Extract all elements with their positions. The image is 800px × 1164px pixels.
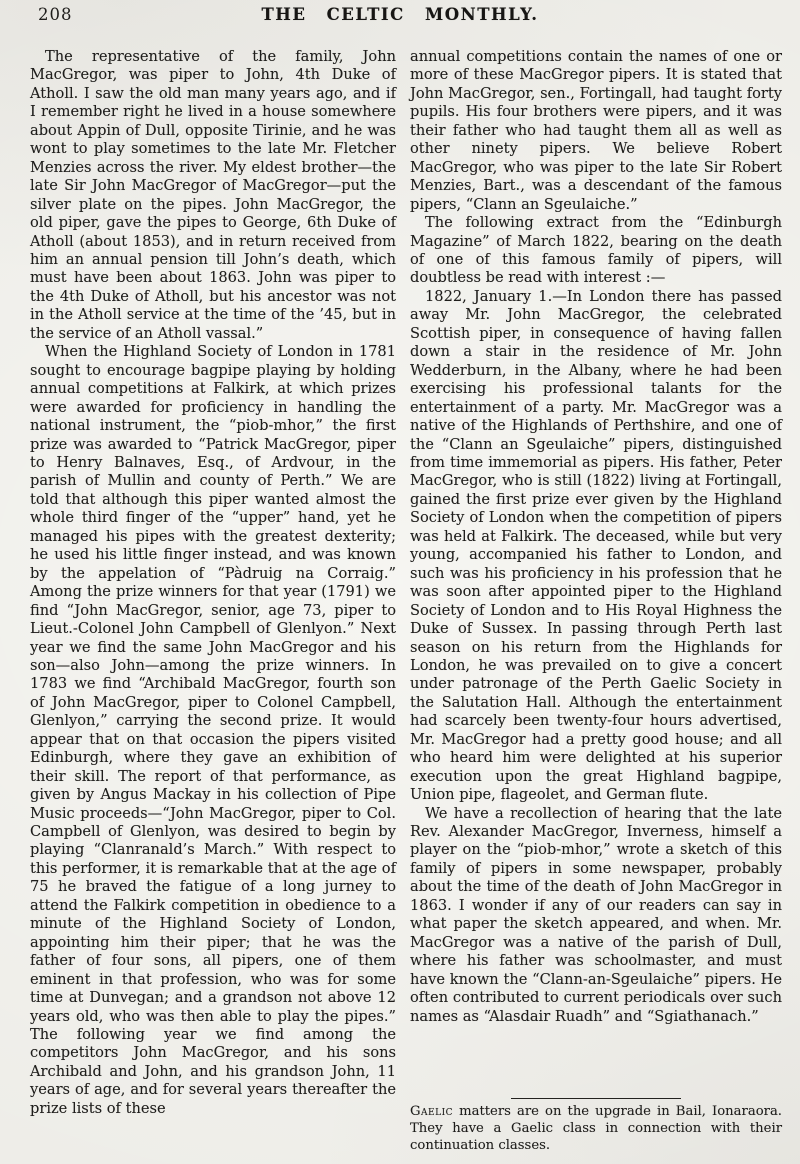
page-header [0, 0, 800, 35]
article-body [0, 35, 800, 1158]
paragraph: 1822, January 1.—In London there has passed away Mr. John MacGregor, the celebrated Scottish piper, in consequence of having fallen down a stair in the residence of Mr. John Wedderburn, in the Albany, where he had been exercising his professional talants for the entertainment of a party. Mr. MacGregor was a native of the Highlands of Perthshire, and one of the “Clann an Sgeulaiche” pipers, distinguished from time immemorial as pipers. His father, Peter MacGregor, who is still (1822) living at Fortingall, gained the first prize ever given by the Highland Society of London when the competition of pipers was held at Falkirk. The deceased, while but very young, accompanied his father to London, and such was his proficiency in his profession that he was soon after appointed piper to the Highland Society of London and to His Royal Highness the Duke of Sussex. In passing through Perth last season on his return from the Highlands for London, he was prevailed on to give a concert under patronage of the Perth Gaelic Society in the Salutation Hall. Although the entertainment had scarcely been twenty-four hours advertised, Mr. MacGregor had a pretty good house; and all who heard him were delighted at his superior execution upon the great Highland bagpipe, Union pipe, flageolet, and German flute. [410, 287, 782, 804]
paragraph: The following extract from the “Edinburgh Magazine” of March 1822, bearing on the death of one of this famous family of pipers, will doubtless be read with interest :— [410, 214, 782, 287]
paragraph-continuation: annual competitions contain the names of one or more of these MacGregor pipers. It is stated that John MacGregor, sen., Fortingall, had taught forty pupils. His four brothers were pipers, and it was their father who had taught them all as well as other ninety pipers. We believe Robert MacGregor, who was piper to the late Sir Robert Menzies, Bart., was a descendant of the famous pipers, “Clann an Sgeulaiche.” [410, 48, 782, 213]
footnote-lead: Gaelic [410, 1104, 454, 1120]
footnote-divider [511, 1098, 681, 1099]
right-column [410, 48, 782, 1158]
page-title: THE CELTIC MONTHLY. [261, 5, 539, 24]
footnote-text: matters are on the upgrade in Bail, Ionaraora. They have a Gaelic class in connection with their continuation classes. [410, 1104, 782, 1154]
footnote-block [410, 1098, 782, 1158]
page-number: 208 [38, 5, 73, 24]
paragraph: When the Highland Society of London in 1781 sought to encourage bagpipe playing by holding annual competitions at Falkirk, at which prizes were awarded for proficiency in handling the national instrument, the “piob-mhor,” the first prize was awarded to “Patrick MacGregor, piper to Henry Balnaves, Esq., of Ardvour, in the parish of Mullin and county of Perth.” We are told that although this piper wanted almost the whole third finger of the “upper” hand, yet he managed his pipes with the greatest dexterity; he used his little finger instead, and was known by the appelation of “Pàdruig na Corraig.” Among the prize winners for that year (1791) we find “John MacGregor, senior, age 73, piper to Lieut.-Colonel John Campbell of Glenlyon.” Next year we find the same John MacGregor and his son—also John—among the prize winners. In 1783 we find “Archibald MacGregor, fourth son of John MacGregor, piper to Colonel Campbell, Glenlyon,” carrying the second prize. It would appear that on that occasion the pipers visited Edinburgh, where they gave an exhibition of their skill. The report of that performance, as given by Angus Mackay in his collection of Pipe Music proceeds—“John MacGregor, piper to Col. Campbell of Glenlyon, was desired to begin by playing “Clanranald’s March.” With respect to this performer, it is remarkable that at the age of 75 he braved the fatigue of a long jurney to attend the Falkirk competition in obedience to a minute of the Highland Society of London, appointing him their piper; that he was the father of four sons, all pipers, one of them eminent in that profession, who was for some time at Dunvegan; and a grandson not above 12 years old, who was then able to play the pipes.” The following year we find among the competitors John MacGregor, and his sons Archibald and John, and his grandson John, 11 years of age, and for several years thereafter the prize lists of these [30, 343, 396, 1117]
paragraph: The representative of the family, John MacGregor, was piper to John, 4th Duke of Atholl. I saw the old man many years ago, and if I remember right he lived in a house somewhere about Appin of Dull, opposite Tirinie, and he was wont to play sometimes to the late Mr. Fletcher Menzies across the river. My eldest brother—the late Sir John MacGregor of MacGregor—put the silver plate on the pipes. John MacGregor, the old piper, gave the pipes to George, 6th Duke of Atholl (about 1853), and in return received from him an annual pension till John’s death, which must have been about 1863. John was piper to the 4th Duke of Atholl, but his ancestor was not in the Atholl service at the time of the ’45, but in the service of an Atholl vassal.” [30, 48, 396, 342]
footnote [410, 1104, 782, 1155]
paragraph: We have a recollection of hearing that the late Rev. Alexander MacGregor, Inverness, himself a player on the “piob-mhor,” wrote a sketch of this family of pipers in some newspaper, probably about the time of the death of John MacGregor in 1863. I wonder if any of our readers can say in what paper the sketch appeared, and when. Mr. MacGregor was a native of the parish of Dull, where his father was schoolmaster, and must have known the “Clann-an-Sgeulaiche” pipers. He often contributed to current periodicals over such names as “Alasdair Ruadh” and “Sgiathanach.” [410, 804, 782, 1025]
left-column [30, 48, 396, 1158]
